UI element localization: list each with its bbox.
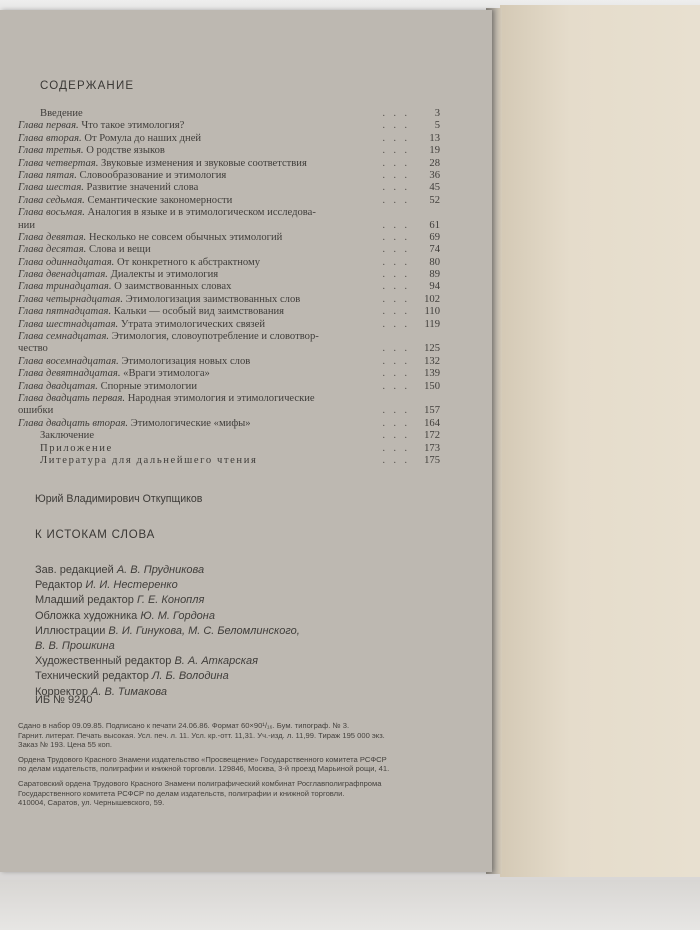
toc-entry-text	[18, 393, 315, 404]
toc-page-number: 28	[429, 157, 440, 169]
toc-chapter-title: Кальки — особый вид заимствования	[113, 306, 285, 318]
toc-page-number: 164	[424, 417, 440, 429]
toc-chapter-title: Спорные этимологии	[100, 380, 198, 392]
toc-chapter-title: Народная этимология и этимологические	[127, 392, 315, 404]
credit-role: Иллюстрации	[35, 624, 106, 637]
toc-leader-dots: . . .	[382, 430, 410, 442]
toc-chapter-label: Глава двенадцатая.	[18, 269, 108, 281]
toc-leader-dots: . . .	[382, 293, 410, 305]
toc-entry	[18, 158, 444, 170]
toc-entry	[18, 133, 444, 145]
page-content	[18, 10, 458, 880]
toc-entry-text	[18, 418, 251, 429]
credit-line	[35, 669, 455, 684]
toc-chapter-title: Приложение	[40, 442, 113, 454]
toc-leader-dots: . . .	[382, 145, 410, 157]
credit-line	[35, 563, 455, 578]
toc-chapter-label: Глава десятая.	[18, 244, 87, 256]
toc-entry	[18, 294, 444, 306]
toc-chapter-label: Глава седьмая.	[18, 194, 85, 206]
credit-line	[35, 578, 455, 593]
toc-leader-dots: . . .	[382, 256, 410, 268]
credit-name: Г. Е. Конопля	[136, 594, 205, 607]
toc-entry-text	[18, 381, 197, 392]
toc-page-number: 52	[429, 194, 440, 206]
toc-chapter-title: Введение	[40, 108, 83, 119]
toc-chapter-title: Этимологизация заимствованных слов	[125, 293, 301, 305]
toc-page-number: 61	[429, 219, 440, 231]
toc-chapter-title: Утрата этимологических связей	[120, 318, 265, 330]
credit-name: И. И. Нестеренко	[85, 579, 178, 592]
right-page	[500, 5, 700, 877]
credit-line	[35, 593, 455, 608]
toc-chapter-title: Семантические закономерности	[87, 194, 233, 206]
toc-entry-text	[18, 368, 210, 379]
toc-leader-dots: . . .	[382, 169, 410, 181]
credit-name: В. В. Прошкина	[35, 639, 115, 652]
toc-leader-dots: . . .	[382, 281, 410, 293]
toc-entry-text	[18, 145, 165, 156]
toc-page-number: 89	[429, 269, 440, 281]
toc-leader-dots: . . .	[382, 318, 410, 330]
toc-entry	[18, 319, 444, 331]
toc-entry	[18, 443, 444, 455]
toc-page-number: 80	[429, 256, 440, 268]
toc-entry-text	[18, 170, 226, 181]
toc-leader-dots: . . .	[382, 269, 410, 281]
toc-page-number: 157	[424, 405, 440, 417]
toc-entry	[18, 356, 444, 368]
toc-entry-text	[40, 430, 94, 441]
toc-chapter-title: чество	[18, 343, 48, 355]
toc-entry-text	[18, 306, 284, 317]
toc-entry	[18, 368, 444, 380]
toc-entry	[18, 257, 444, 269]
toc-entry-text	[18, 182, 198, 193]
toc-entry	[18, 281, 444, 293]
toc-entry	[18, 306, 444, 318]
toc-chapter-label: Глава шестнадцатая.	[18, 318, 119, 330]
toc-page-number: 132	[424, 355, 440, 367]
toc-chapter-title: «Враги этимолога»	[123, 368, 210, 380]
toc-page-number: 13	[429, 132, 440, 144]
credit-name: В. И. Гинукова, М. С. Беломлинского,	[108, 624, 300, 637]
toc-entry	[18, 343, 444, 355]
toc-chapter-label: Глава восьмая.	[18, 207, 85, 219]
toc-chapter-label: Глава девятнадцатая.	[18, 368, 121, 380]
toc-entry-text	[18, 257, 260, 268]
toc-entry	[18, 269, 444, 281]
toc-chapter-title: От конкретного к абстрактному	[117, 256, 261, 268]
toc-page-number: 125	[424, 343, 440, 355]
toc-leader-dots: . . .	[382, 182, 410, 194]
toc-entry	[18, 182, 444, 194]
toc-page-number: 150	[424, 380, 440, 392]
toc-leader-dots: . . .	[382, 244, 410, 256]
toc-entry-text	[18, 319, 265, 330]
toc-chapter-label: Глава двадцать первая.	[18, 392, 126, 404]
toc-leader-dots: . . .	[382, 405, 410, 417]
credit-line	[35, 624, 455, 639]
toc-leader-dots: . . .	[382, 306, 410, 318]
toc-leader-dots: . . .	[382, 454, 410, 466]
credit-role: Корректор	[35, 685, 88, 698]
toc-entry-text	[18, 356, 250, 367]
toc-page-number: 19	[429, 145, 440, 157]
toc-leader-dots: . . .	[382, 442, 410, 454]
toc-leader-dots: . . .	[382, 355, 410, 367]
imprint-line: Сдано в набор 09.09.85. Подписано к печати 24.06.86. Формат 60×90¹/₁₆. Бум. типограф. № 3.	[18, 721, 350, 730]
credit-role: Технический редактор	[35, 670, 149, 683]
imprint-line: Государственного комитета РСФСР по делам издательств, полиграфии и книжной торговли.	[18, 788, 345, 798]
author-name: Юрий Владимирович Откупщиков	[35, 493, 203, 505]
toc-leader-dots: . . .	[382, 120, 410, 132]
toc-entry	[18, 195, 444, 207]
toc-entry-text	[40, 108, 83, 119]
toc-entry-text	[18, 331, 319, 342]
credit-name: А. В. Прудникова	[116, 564, 205, 576]
toc-chapter-title: Развитие значений слова	[86, 182, 199, 194]
toc-chapter-label: Глава одиннадцатая.	[18, 256, 115, 268]
imprint-line: Саратовский ордена Трудового Красного Знамени полиграфический комбинат Росглавполиграфпрома	[18, 778, 382, 788]
imprint-line: Заказ № 193. Цена 55 коп.	[18, 740, 112, 750]
toc-page-number: 175	[424, 454, 440, 466]
toc-leader-dots: . . .	[382, 132, 410, 144]
toc-chapter-title: Этимология, словоупотребление и словотвор-	[111, 331, 319, 343]
toc-chapter-label: Глава вторая.	[18, 132, 82, 144]
toc-leader-dots: . . .	[382, 108, 410, 119]
toc-entry	[18, 232, 444, 244]
toc-chapter-label: Глава тринадцатая.	[18, 281, 112, 293]
toc-entry	[18, 145, 444, 157]
toc-page-number: 102	[424, 293, 440, 305]
toc-entry	[18, 393, 444, 405]
toc-entry-text	[18, 207, 316, 218]
toc-chapter-title: нии	[18, 219, 36, 231]
toc-entry-text	[40, 455, 257, 466]
credit-role: Художественный редактор	[35, 655, 172, 668]
toc-entry-text	[18, 232, 282, 243]
toc-entry	[18, 405, 444, 417]
toc-page-number: 139	[424, 368, 440, 380]
toc-entry-text	[18, 269, 218, 280]
toc-entry	[18, 381, 444, 393]
imprint-line: 410004, Саратов, ул. Чернышевского, 59.	[18, 798, 165, 808]
toc-leader-dots: . . .	[382, 343, 410, 355]
toc-chapter-label: Глава двадцатая.	[18, 380, 98, 392]
toc-entry-text	[18, 195, 232, 206]
toc-chapter-title: От Ромула до наших дней	[84, 132, 202, 144]
credit-name: В. А. Аткарская	[174, 655, 258, 668]
toc-entry-text	[18, 405, 53, 416]
toc-page-number: 69	[429, 231, 440, 243]
toc-leader-dots: . . .	[382, 231, 410, 243]
toc-entry	[18, 170, 444, 182]
toc-page-number: 5	[434, 120, 440, 132]
toc-chapter-title: Диалекты и этимология	[110, 269, 219, 281]
toc-leader-dots: . . .	[382, 219, 410, 231]
toc-chapter-label: Глава восемнадцатая.	[18, 355, 119, 367]
credit-role: Редактор	[35, 579, 83, 592]
toc-page-number: 45	[429, 182, 440, 194]
toc-chapter-title: Звуковые изменения и звуковые соответствия	[101, 157, 307, 169]
toc-chapter-title: Несколько не совсем обычных этимологий	[88, 231, 283, 243]
toc-page-number: 94	[429, 281, 440, 293]
toc-entry	[18, 418, 444, 430]
credit-line	[35, 639, 455, 654]
toc-entry	[18, 430, 444, 442]
toc-entry-text	[40, 443, 113, 454]
imprint-line: по делам издательств, полиграфии и книжной торговли. 129846, Москва, 3-й проезд Марьиной рощи, 41.	[18, 764, 390, 774]
toc-entry-text	[18, 244, 151, 255]
toc-chapter-title: ошибки	[18, 405, 54, 417]
toc-leader-dots: . . .	[382, 380, 410, 392]
toc-chapter-title: Этимологические «мифы»	[130, 417, 251, 429]
toc-page-number: 173	[424, 442, 440, 454]
credit-role: Младший редактор	[35, 594, 134, 607]
left-page	[0, 10, 492, 872]
toc-leader-dots: . . .	[382, 368, 410, 380]
toc-page-number: 74	[429, 244, 440, 256]
ib-number: ИБ № 9240	[35, 694, 93, 706]
background-bottom	[0, 880, 700, 930]
credit-line	[35, 685, 455, 700]
toc-page-number: 172	[424, 430, 440, 442]
toc-entry-text	[18, 133, 201, 144]
toc-chapter-title: Слова и вещи	[88, 244, 151, 256]
toc-entry	[18, 207, 444, 219]
toc-entry	[18, 455, 444, 467]
toc-entry	[18, 120, 444, 132]
toc-chapter-label: Глава четырнадцатая.	[18, 293, 124, 305]
toc-entry-text	[18, 281, 231, 292]
toc-entry-text	[18, 220, 35, 231]
toc-chapter-label: Глава пятая.	[18, 169, 77, 181]
toc-entry-text	[18, 343, 48, 354]
toc-chapter-label: Глава пятнадцатая.	[18, 306, 112, 318]
toc-entry	[18, 331, 444, 343]
toc-chapter-label: Глава первая.	[18, 120, 79, 132]
toc-chapter-title: О родстве языков	[86, 145, 165, 157]
toc-page-number: 36	[429, 169, 440, 181]
toc-entry	[18, 244, 444, 256]
credit-name: Л. Б. Володина	[151, 670, 229, 683]
imprint-paragraph	[18, 755, 458, 774]
credit-name: Ю. М. Гордона	[140, 609, 215, 622]
toc-chapter-title: Словообразование и этимология	[79, 169, 227, 181]
credit-role: Зав. редакцией	[35, 564, 114, 576]
toc-chapter-label: Глава девятая.	[18, 231, 87, 243]
credit-line	[35, 609, 455, 624]
imprint-paragraph	[18, 721, 458, 750]
toc-entry	[18, 220, 444, 232]
toc-chapter-label: Глава третья.	[18, 145, 84, 157]
toc-page-number: 119	[424, 318, 440, 330]
credit-line	[35, 654, 455, 669]
toc-chapter-label: Глава шестая.	[18, 182, 84, 194]
credit-name: А. В. Тимакова	[91, 685, 167, 698]
toc-leader-dots: . . .	[382, 157, 410, 169]
toc-page-number: 3	[434, 108, 440, 119]
credits-list	[35, 563, 455, 700]
toc-page-number: 110	[424, 306, 440, 318]
toc-chapter-label: Глава четвертая.	[18, 157, 99, 169]
imprint-paragraph	[18, 779, 458, 808]
toc-chapter-title: Аналогия в языке и в этимологическом исследова-	[87, 207, 316, 219]
toc-entry-text	[18, 294, 300, 305]
toc-entry-text	[18, 120, 184, 131]
imprint-line: Гарнит. литерат. Печать высокая. Усл. печ. л. 11. Усл. кр.-отт. 11,31. Уч.-изд. л. 11,99. Тираж 195 000 экз.	[18, 730, 385, 740]
imprint-block	[18, 721, 458, 813]
toc-chapter-title: О заимствованных словах	[114, 281, 232, 293]
toc-chapter-title: Что такое этимология?	[81, 120, 185, 132]
toc-chapter-title: Литература для дальнейшего чтения	[40, 454, 258, 466]
toc-leader-dots: . . .	[382, 417, 410, 429]
toc-entry-text	[18, 158, 307, 169]
book-title: К ИСТОКАМ СЛОВА	[35, 529, 156, 541]
imprint-line: Ордена Трудового Красного Знамени издательство «Просвещение» Государственного комитета РСФСР	[18, 754, 387, 764]
table-of-contents	[18, 108, 444, 467]
toc-leader-dots: . . .	[382, 194, 410, 206]
toc-chapter-label: Глава двадцать вторая.	[18, 417, 129, 429]
toc-heading: СОДЕРЖАНИЕ	[40, 80, 135, 92]
toc-chapter-title: Заключение	[40, 430, 95, 442]
credit-role: Обложка художника	[35, 609, 138, 622]
toc-chapter-label: Глава семнадцатая.	[18, 331, 110, 343]
toc-entry	[18, 108, 444, 120]
toc-chapter-title: Этимологизация новых слов	[121, 355, 251, 367]
